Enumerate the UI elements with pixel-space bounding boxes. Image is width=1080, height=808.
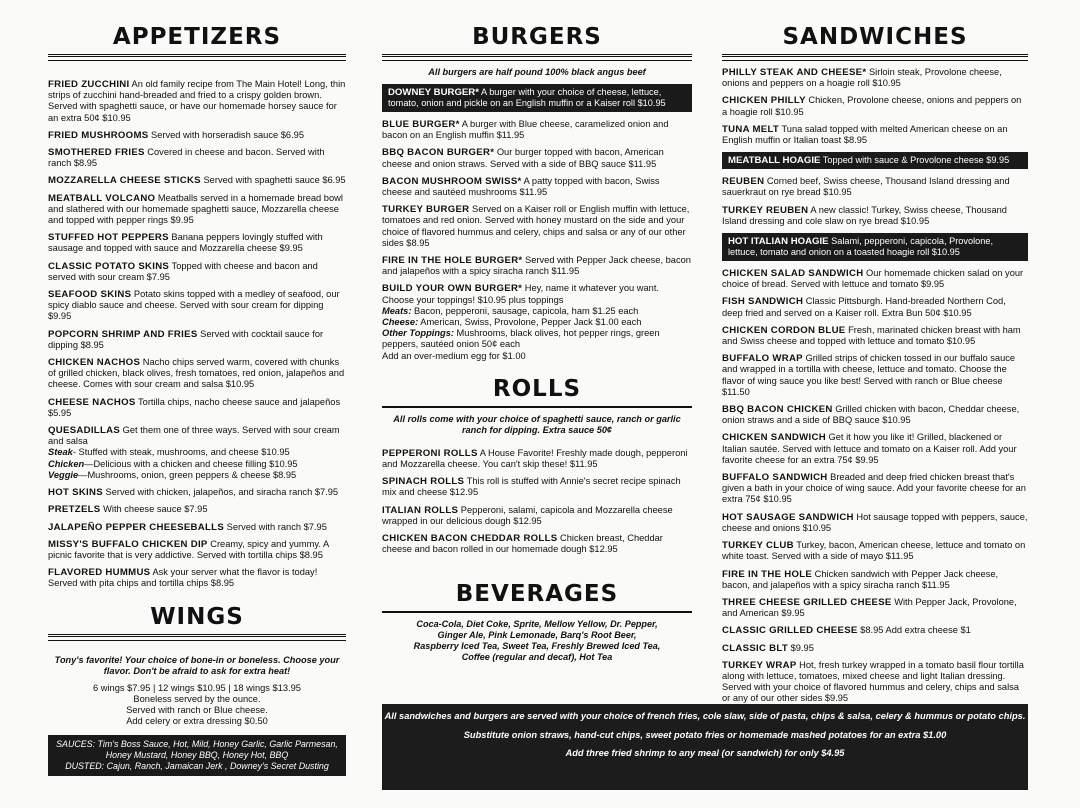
option-label: Other Toppings: [382,328,454,339]
item-desc: Chicken sandwich with Pepper Jack cheese, bacon, and jalapeños with a spicy siracha ranch $11.95 [722,568,999,590]
beverages-title: BEVERAGES [455,581,619,608]
sandwiches-title: SANDWICHES [782,24,968,50]
beverage-line: Ginger Ale, Pink Lemonade, Barq's Root Beer, [437,630,637,641]
item-name: CHICKEN SALAD SANDWICH [722,268,864,280]
item-desc: Tuna salad topped with melted American cheese on an English muffin or Italian toast $8.95 [722,123,1008,146]
sauces-box [48,735,346,776]
option-label: Cheese: [382,317,419,328]
item-desc: Hot sausage topped with peppers, sauce, cheese and onions $10.95 [722,511,1028,533]
item-name: SEAFOOD SKINS [48,289,132,301]
beverage-line: Coffee (regular and decaf), Hot Tea [461,652,613,663]
featured-sandwich [722,152,1028,169]
item-name: CHICKEN CORDON BLUE [722,324,846,336]
item-name: FIRE IN THE HOLE [722,568,813,580]
item-name: FRIED ZUCCHINI [48,79,130,90]
item-desc: Ask your server what the flavor is today! Served with pita chips and tortilla chips $8.95 [48,567,318,589]
item-name: STUFFED HOT PEPPERS [48,232,169,244]
menu-item [722,540,1028,562]
item-name: BUFFALO SANDWICH [722,472,828,484]
menu-item [48,487,346,498]
item-option [48,470,346,481]
divider [382,406,692,408]
item-name: PHILLY STEAK AND CHEESE* [722,67,867,78]
sauces-list: Tim's Boss Sauce, Hot, Mild, Honey Garlic, Garlic Parmesan, Honey Mustard, Honey BBQ, Honey Hot, BBQ [95,739,338,761]
item-desc: Classic Pittsburgh. Hand-breaded Northern Cod, deep fried and served on a Kaiser roll. Extra Bun 50¢ $10.95 [722,296,1006,318]
item-desc: A new classic! Turkey, Swiss cheese, Thousand Island dressing and cole slaw on rye bread $10.95 [722,204,1007,226]
menu-item [722,67,1028,89]
menu-item [722,296,1028,318]
item-name: FISH SANDWICH [722,296,804,308]
beverage-line: Raspberry Iced Tea, Sweet Tea, Freshly Brewed Iced Tea, [413,641,661,652]
menu-item [48,357,346,391]
item-desc: With Pepper Jack, Provolone, and American $9.95 [722,596,1017,619]
item-name: ITALIAN ROLLS [382,504,459,516]
item-desc: $9.95 [788,642,814,653]
item-desc: Get them one of three ways. Served with sour cream and salsa [48,425,340,447]
menu-item [722,95,1028,117]
menu-item [722,353,1028,398]
item-desc: Served with cocktail sauce for dipping $8.95 [48,328,324,350]
wings-line: 6 wings $7.95 | 12 wings $10.95 | 18 wings $13.95 [93,682,301,693]
item-name: QUESADILLAS [48,425,121,437]
item-desc: Breaded and deep fried chicken breast that's given a bath in your choice of wing sauce. Add your favorite cheese for an extra 75¢ $10.95 [722,472,1026,505]
menu-item [722,569,1028,591]
menu-item [48,329,346,351]
item-desc: A House Favorite! Freshly made dough, pepperoni and Mozzarella cheese. You can't skip these! $11.95 [382,447,688,470]
menu-item [48,175,346,186]
column-middle [382,0,692,663]
item-name: CLASSIC GRILLED CHEESE [722,625,858,637]
item-desc: Chicken breast, Cheddar cheese and bacon rolled in our homemade dough $12.95 [382,533,663,555]
item-desc: Banana peppers lovingly stuffed with sausage and topped with sauce and Mozzarella cheese $9.95 [48,232,323,254]
option-label: Chicken [48,458,85,469]
option-text: Mushrooms, black olives, hot pepper rings, green peppers, sautéed onion 50¢ each [382,328,660,350]
menu-item [722,432,1028,466]
item-name: BBQ BACON BURGER* [382,147,495,159]
item-desc: A burger with Blue cheese, caramelized onion and bacon on an English muffin $11.95 [382,119,669,141]
item-name: REUBEN [722,176,765,188]
rolls-title: ROLLS [492,375,582,402]
item-option [382,306,692,317]
beverages-list [382,619,692,663]
item-desc: Hot, fresh turkey wrapped in a tomato basil flour tortilla along with lettuce, tomatoes, mixed cheese and light Italian dressing. Served with your choice of flavored hummus and celery, chips and salsa or any of our other sides $9.95 [722,659,1024,704]
sandwiches-list [722,268,1028,705]
divider [48,54,346,61]
item-name: PEPPERONI ROLLS [382,447,478,459]
item-desc: Served on a Kaiser roll or English muffin with lettuce, tomatoes and red onion. Served with honey mustard on the side and your choice of flavored hummus and celery, chips and salsa or any of our other sides $8.95 [382,204,690,248]
item-name: CHICKEN NACHOS [48,357,141,369]
item-name: JALAPEÑO PEPPER CHEESEBALLS [48,521,225,533]
menu-item [722,205,1028,227]
item-name: TURKEY CLUB [722,540,794,552]
item-desc: Served with Pepper Jack cheese, bacon and jalapeños with a spicy siracha ranch $11.95 [382,255,691,277]
item-name: MEATBALL VOLCANO [48,192,156,204]
option-text: - Stuffed with steak, mushrooms, and cheese $10.95 [72,447,290,458]
menu-item [48,397,346,419]
sauces-label: SAUCES: [56,739,96,750]
wings-note: Tony's favorite! Your choice of bone-in or boneless. Choose your flavor. Don't be afraid to ask for extra heat! [54,654,340,676]
divider [48,634,346,641]
wings-title: WINGS [150,603,244,630]
menu-item [48,232,346,254]
item-name: BACON MUSHROOM SWISS* [382,175,522,187]
item-desc: Meatballs served in a homemade bread bowl and slathered with our homemade spaghetti sauce, Mozzarella cheese and topped with pepper rings $9.95 [48,192,343,226]
item-name: MISSY'S BUFFALO CHICKEN DIP [48,538,208,550]
item-name: DOWNEY BURGER* [388,87,479,98]
menu-item [48,147,346,169]
menu-item [48,79,346,124]
option-text: —Delicious with a chicken and cheese filling $10.95 [84,458,298,469]
option-text: American, Swiss, Provolone, Pepper Jack $1.00 each [418,317,642,328]
option-label: Veggie [48,469,79,480]
menu-item [382,147,692,169]
item-name: FLAVORED HUMMUS [48,567,151,579]
item-name: CLASSIC POTATO SKINS [48,260,170,272]
item-option [382,351,692,362]
item-name: POPCORN SHRIMP AND FRIES [48,328,198,340]
menu-item [722,625,1028,636]
item-desc: This roll is stuffed with Annie's secret recipe spinach mix and cheese $12.95 [382,476,681,498]
item-desc: An old family recipe from The Main Hotel! Long, thin strips of zucchini hand-breaded and fried to a crispy golden brown. Served with spaghetti sauce, or have our homemade horsey sauce for an extra 50¢ $10.95 [48,79,346,123]
menu-item [382,204,692,249]
wings-line: Boneless served by the ounce. [133,693,261,704]
item-name: MOZZARELLA CHEESE STICKS [48,175,201,187]
item-name: PRETZELS [48,504,101,516]
item-desc: Sirloin steak, Provolone cheese, onions and peppers on a hoagie roll $10.95 [722,67,1002,89]
item-name: THREE CHEESE GRILLED CHEESE [722,596,892,608]
item-desc: Turkey, bacon, American cheese, lettuce and tomato on white toast. Served with a side of mayo $11.95 [722,540,1026,562]
item-option [48,447,346,458]
item-name: HOT ITALIAN HOAGIE [728,236,829,248]
item-name: BLUE BURGER* [382,119,460,130]
item-desc: Creamy, spicy and yummy. A picnic favorite that is very addictive. Served with tortilla chips $8.95 [48,538,329,560]
menu-item [722,268,1028,290]
footer-sides: All sandwiches and burgers are served with your choice of french fries, cole slaw, side of pasta, chips & salsa, celery & hummus or potato chips. [384,711,1026,721]
item-desc: Grilled chicken with bacon, Cheddar cheese, onion straws and a side of BBQ sauce $10.95 [722,404,1020,426]
item-name: FRIED MUSHROOMS [48,129,149,141]
item-name: CHICKEN BACON CHEDDAR ROLLS [382,533,558,545]
menu-item [722,660,1028,705]
option-text: Bacon, pepperoni, sausage, capicola, ham $1.25 each [411,305,639,316]
item-desc: Served with spaghetti sauce $6.95 [200,175,346,186]
beverage-line: Coca-Cola, Diet Coke, Sprite, Mellow Yellow, Dr. Pepper, [416,619,658,630]
item-desc: Served with horseradish sauce $6.95 [148,129,304,140]
column-right [722,0,1028,711]
menu-item [382,119,692,141]
item-name: FIRE IN THE HOLE BURGER* [382,255,523,267]
item-name: SMOTHERED FRIES [48,147,145,159]
menu-item [722,404,1028,426]
menu-item [382,448,692,470]
footer-substitute: Substitute onion straws, hand-cut chips, sweet potato fries or homemade mashed potatoes for an extra $1.00 [463,729,947,740]
item-desc: Served with chicken, jalapeños, and siracha ranch $7.95 [102,487,339,498]
item-desc: Pepperoni, salami, capicola and Mozzarella cheese wrapped in our delicious dough $12.95 [382,504,673,526]
item-name: HOT SAUSAGE SANDWICH [722,511,854,523]
option-label: Meats: [382,305,412,316]
featured-sandwich [722,233,1028,261]
item-desc: With cheese sauce $7.95 [100,504,208,515]
menu-item [48,289,346,323]
wings-line: Add celery or extra dressing $0.50 [126,716,268,727]
option-text: Add an over-medium egg for $1.00 [382,350,526,361]
sides-footer [382,704,1028,790]
item-name: TUNA MELT [722,123,780,135]
menu-item [48,193,346,227]
item-name: CHICKEN PHILLY [722,95,806,107]
item-option [382,328,692,350]
option-label: Steak [48,447,73,458]
item-desc: Topped with cheese and bacon and served with sour cream $7.95 [48,260,318,282]
item-desc: Nacho chips served warm, covered with chunks of grilled chicken, black olives, fresh tomatoes, red onion, jalapeños and cheese. Comes with sour cream and salsa $10.95 [48,357,345,390]
burgers-list [382,119,692,362]
item-name: CLASSIC BLT [722,642,789,654]
burgers-title: BURGERS [472,24,602,50]
footer-shrimp: Add three fried shrimp to any meal (or sandwich) for only $4.95 [565,748,845,758]
item-name: BBQ BACON CHICKEN [722,404,833,416]
menu-item [722,597,1028,619]
rolls-note: All rolls come with your choice of spaghetti sauce, ranch or garlic ranch for dipping. Extra sauce 50¢ [393,413,681,435]
item-desc: A burger with your choice of cheese, lettuce, tomato, onion and pickle on an English muffin or a Kaiser roll $10.95 [388,87,666,108]
menu-item [722,512,1028,534]
item-name: CHICKEN SANDWICH [722,432,826,444]
item-desc: Corned beef, Swiss cheese, Thousand Island dressing and sauerkraut on rye bread $10.95 [722,176,1010,198]
item-desc: Our homemade chicken salad on your choice of bread. Served with lettuce and tomato $9.95 [722,268,1024,290]
item-name: TURKEY WRAP [722,659,797,671]
item-desc: Grilled strips of chicken tossed in our buffalo sauce and wrapped in a tortilla with cheese, lettuce and tomato. Choose the flavor of wing sauce you like best! Served with ranch or Blue cheese $11.50 [722,353,1016,397]
menu-item [382,476,692,498]
item-name: BUILD YOUR OWN BURGER* [382,283,523,295]
menu-item [48,130,346,141]
item-desc: Served with ranch $7.95 [224,521,327,532]
menu-item [48,539,346,561]
menu-item [722,176,1028,198]
item-name: HOT SKINS [48,487,103,499]
item-desc: Chicken, Provolone cheese, onions and peppers on a hoagie roll $10.95 [722,95,1022,117]
menu-item [48,567,346,589]
item-desc: Fresh, marinated chicken breast with ham and Swiss cheese and topped with lettuce and tomato $10.95 [722,324,1021,347]
item-name: SPINACH ROLLS [382,476,465,488]
wings-line: Served with ranch or Blue cheese. [126,704,268,715]
menu-item [48,425,346,481]
item-desc: A patty topped with bacon, Swiss cheese and sautéed mushrooms $11.95 [382,175,660,198]
item-name: TURKEY REUBEN [722,204,809,216]
item-desc: Potato skins topped with a medley of seafood, our spicy diablo sauce and cheese. Served with sour cream for dipping $9.95 [48,289,340,322]
column-left [48,0,346,776]
menu-item [48,522,346,533]
menu-item [382,283,692,361]
item-desc: Hey, name it whatever you want. Choose your toppings! $10.95 plus toppings [382,283,659,305]
item-desc: Topped with sauce & Provolone cheese $9.95 [820,155,1010,166]
menu-item [722,472,1028,506]
divider [722,54,1028,61]
dusted-list: Cajun, Ranch, Jamaican Jerk , Downey's Secret Dusting [104,761,329,772]
option-text: —Mushrooms, onion, green peppers & cheese $8.95 [78,469,297,480]
menu-item [382,505,692,527]
menu-item [382,255,692,277]
item-desc: $8.95 Add extra cheese $1 [857,625,971,636]
dusted-label: DUSTED: [65,761,105,772]
wings-pricing [48,683,346,728]
menu-item [382,176,692,198]
item-desc: Our burger topped with bacon, American cheese and onion straws. Served with a side of BBQ sauce $11.95 [382,147,664,169]
menu-item [722,124,1028,146]
rolls-list [382,448,692,556]
item-desc: Covered in cheese and bacon. Served with ranch $8.95 [48,147,325,169]
item-desc: Tortilla chips, nacho cheese sauce and jalapeños $5.95 [48,396,341,418]
item-name: BUFFALO WRAP [722,353,803,365]
sandwiches-list [722,67,1028,146]
menu-item [722,325,1028,347]
featured-burger [382,84,692,112]
divider [382,54,692,61]
item-option [382,317,692,328]
appetizers-title: APPETIZERS [112,24,282,50]
item-desc: Get it how you like it! Grilled, blackened or Italian sautée. Served with lettuce and tomato on a Kaiser roll. Add your favorite cheese for an extra 75¢ $9.95 [722,432,1017,465]
item-option [48,459,346,470]
menu-item [722,643,1028,654]
appetizers-list [48,79,346,590]
divider [382,611,692,613]
item-desc: Salami, pepperoni, capicola, Provolone, lettuce, tomato and onion on a toasted hoagie roll $10.95 [728,236,994,258]
item-name: CHEESE NACHOS [48,396,136,408]
item-name: TURKEY BURGER [382,204,470,216]
item-name: MEATBALL HOAGIE [728,155,821,167]
sandwiches-list [722,176,1028,227]
menu-item [48,261,346,283]
burgers-note: All burgers are half pound 100% black angus beef [428,67,646,77]
menu-item [382,533,692,555]
menu-item [48,504,346,515]
